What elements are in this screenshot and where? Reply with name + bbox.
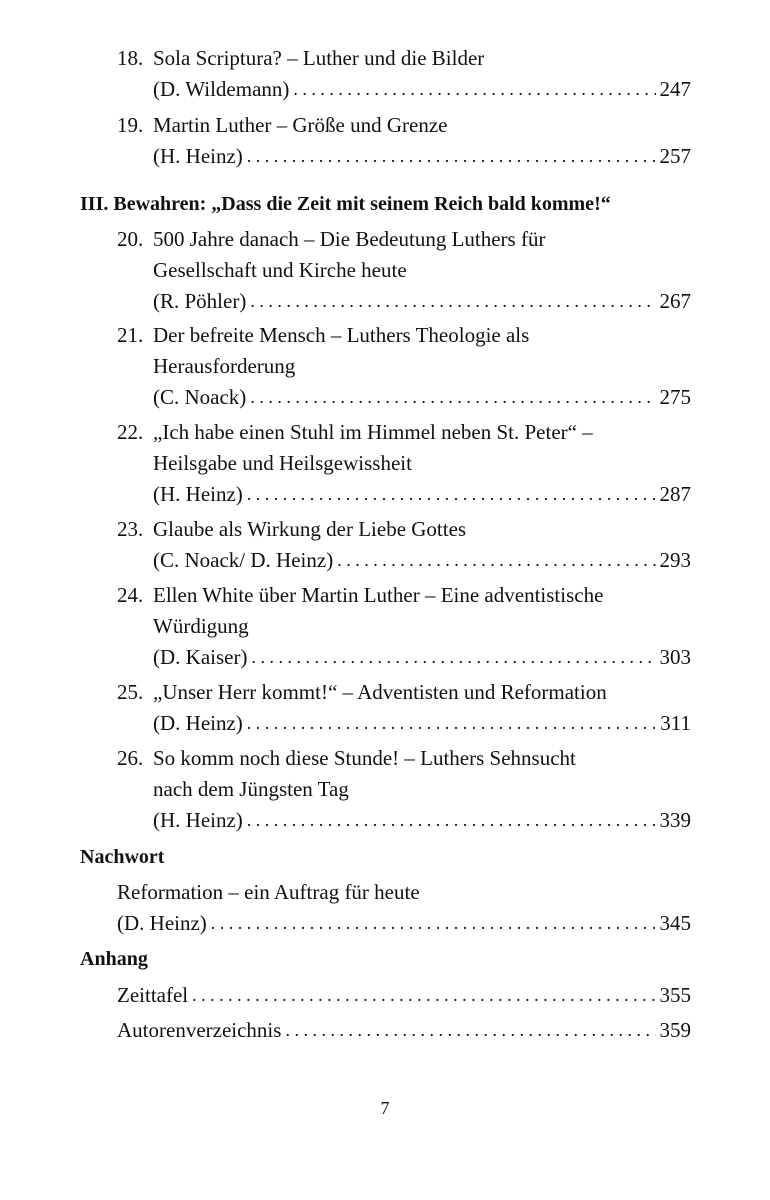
entry-title-line: Martin Luther – Größe und Grenze — [153, 113, 448, 137]
toc-entry-zeittafel[interactable] — [117, 980, 691, 1012]
entry-number: 18. — [117, 46, 144, 70]
entry-number: 20. — [117, 227, 144, 251]
toc-entry-23[interactable] — [117, 514, 691, 577]
entry-page: 339 — [659, 808, 691, 832]
entry-author: (D. Heinz) — [153, 711, 243, 735]
leader-dots — [247, 708, 656, 739]
toc-entry-21[interactable] — [117, 320, 691, 414]
entry-title-line: „Unser Herr kommt!“ – Adventisten und Reformation — [153, 680, 607, 704]
entry-number: 25. — [117, 680, 144, 704]
entry-author: (H. Heinz) — [153, 482, 243, 506]
entry-author: (C. Noack/ D. Heinz) — [153, 548, 334, 572]
toc-entry-18[interactable] — [117, 43, 691, 106]
entry-title-line: nach dem Jüngsten Tag — [153, 777, 349, 801]
entry-page: 293 — [659, 548, 691, 572]
leader-dots — [250, 286, 655, 317]
entry-title: Zeittafel — [117, 983, 189, 1007]
entry-title-line: Reformation – ein Auftrag für heute — [117, 880, 420, 904]
leader-dots — [251, 642, 655, 673]
toc-entry-25[interactable] — [117, 677, 691, 740]
entry-title-line: Heilsgabe und Heilsgewissheit — [153, 451, 412, 475]
entry-title-line: Der befreite Mensch – Luthers Theologie als — [153, 323, 530, 347]
entry-page: 267 — [659, 289, 691, 313]
entry-title-line: Gesellschaft und Kirche heute — [153, 258, 407, 282]
entry-title-line: So komm noch diese Stunde! – Luthers Sehnsucht — [153, 746, 576, 770]
toc-entry-autorenverzeichnis[interactable] — [117, 1015, 691, 1047]
entry-number: 26. — [117, 746, 144, 770]
entry-page: 287 — [659, 482, 691, 506]
leader-dots — [293, 74, 655, 105]
entry-page: 311 — [660, 711, 691, 735]
entry-page: 303 — [659, 645, 691, 669]
leader-dots — [247, 805, 656, 836]
entry-author: (D. Wildemann) — [153, 77, 290, 101]
toc-entry-22[interactable] — [117, 417, 691, 511]
entry-title-line: Würdigung — [153, 614, 249, 638]
toc-entry-nachwort[interactable] — [117, 877, 691, 940]
toc-entry-19[interactable] — [117, 110, 691, 173]
entry-page: 257 — [659, 144, 691, 168]
entry-author: (H. Heinz) — [153, 808, 243, 832]
leader-dots — [247, 479, 656, 510]
entry-number: 22. — [117, 420, 144, 444]
entry-author: (H. Heinz) — [153, 144, 243, 168]
section-heading-anhang: Anhang — [80, 948, 148, 970]
leader-dots — [192, 980, 655, 1011]
entry-number: 19. — [117, 113, 144, 137]
toc-entry-20[interactable] — [117, 224, 691, 318]
entry-author: (C. Noack) — [153, 385, 247, 409]
entry-title-line: Herausforderung — [153, 354, 296, 378]
entry-number: 23. — [117, 517, 144, 541]
entry-title-line: Sola Scriptura? – Luther und die Bilder — [153, 46, 485, 70]
entry-author: (D. Kaiser) — [153, 645, 248, 669]
leader-dots — [250, 382, 655, 413]
entry-title-line: „Ich habe einen Stuhl im Himmel neben St. Peter“ – — [153, 420, 593, 444]
entry-author: (D. Heinz) — [117, 911, 207, 935]
entry-title-line: 500 Jahre danach – Die Bedeutung Luthers für — [153, 227, 546, 251]
entry-page: 355 — [659, 983, 691, 1007]
entry-title-line: Glaube als Wirkung der Liebe Gottes — [153, 517, 467, 541]
leader-dots — [247, 141, 656, 172]
section-heading-nachwort: Nachwort — [80, 846, 165, 868]
entry-page: 359 — [659, 1018, 691, 1042]
leader-dots — [211, 908, 656, 939]
leader-dots — [285, 1015, 655, 1046]
entry-page: 247 — [659, 77, 691, 101]
page-number: 7 — [380, 1098, 390, 1118]
toc-entry-24[interactable] — [117, 580, 691, 674]
leader-dots — [337, 545, 655, 576]
entry-page: 345 — [659, 911, 691, 935]
entry-author: (R. Pöhler) — [153, 289, 247, 313]
entry-page: 275 — [659, 385, 691, 409]
entry-title: Autorenverzeichnis — [117, 1018, 282, 1042]
section-heading-iii: III. Bewahren: „Dass die Zeit mit seinem Reich bald komme!“ — [80, 193, 611, 215]
entry-number: 21. — [117, 323, 144, 347]
toc-entry-26[interactable] — [117, 743, 691, 837]
entry-title-line: Ellen White über Martin Luther – Eine adventistische — [153, 583, 604, 607]
entry-number: 24. — [117, 583, 144, 607]
